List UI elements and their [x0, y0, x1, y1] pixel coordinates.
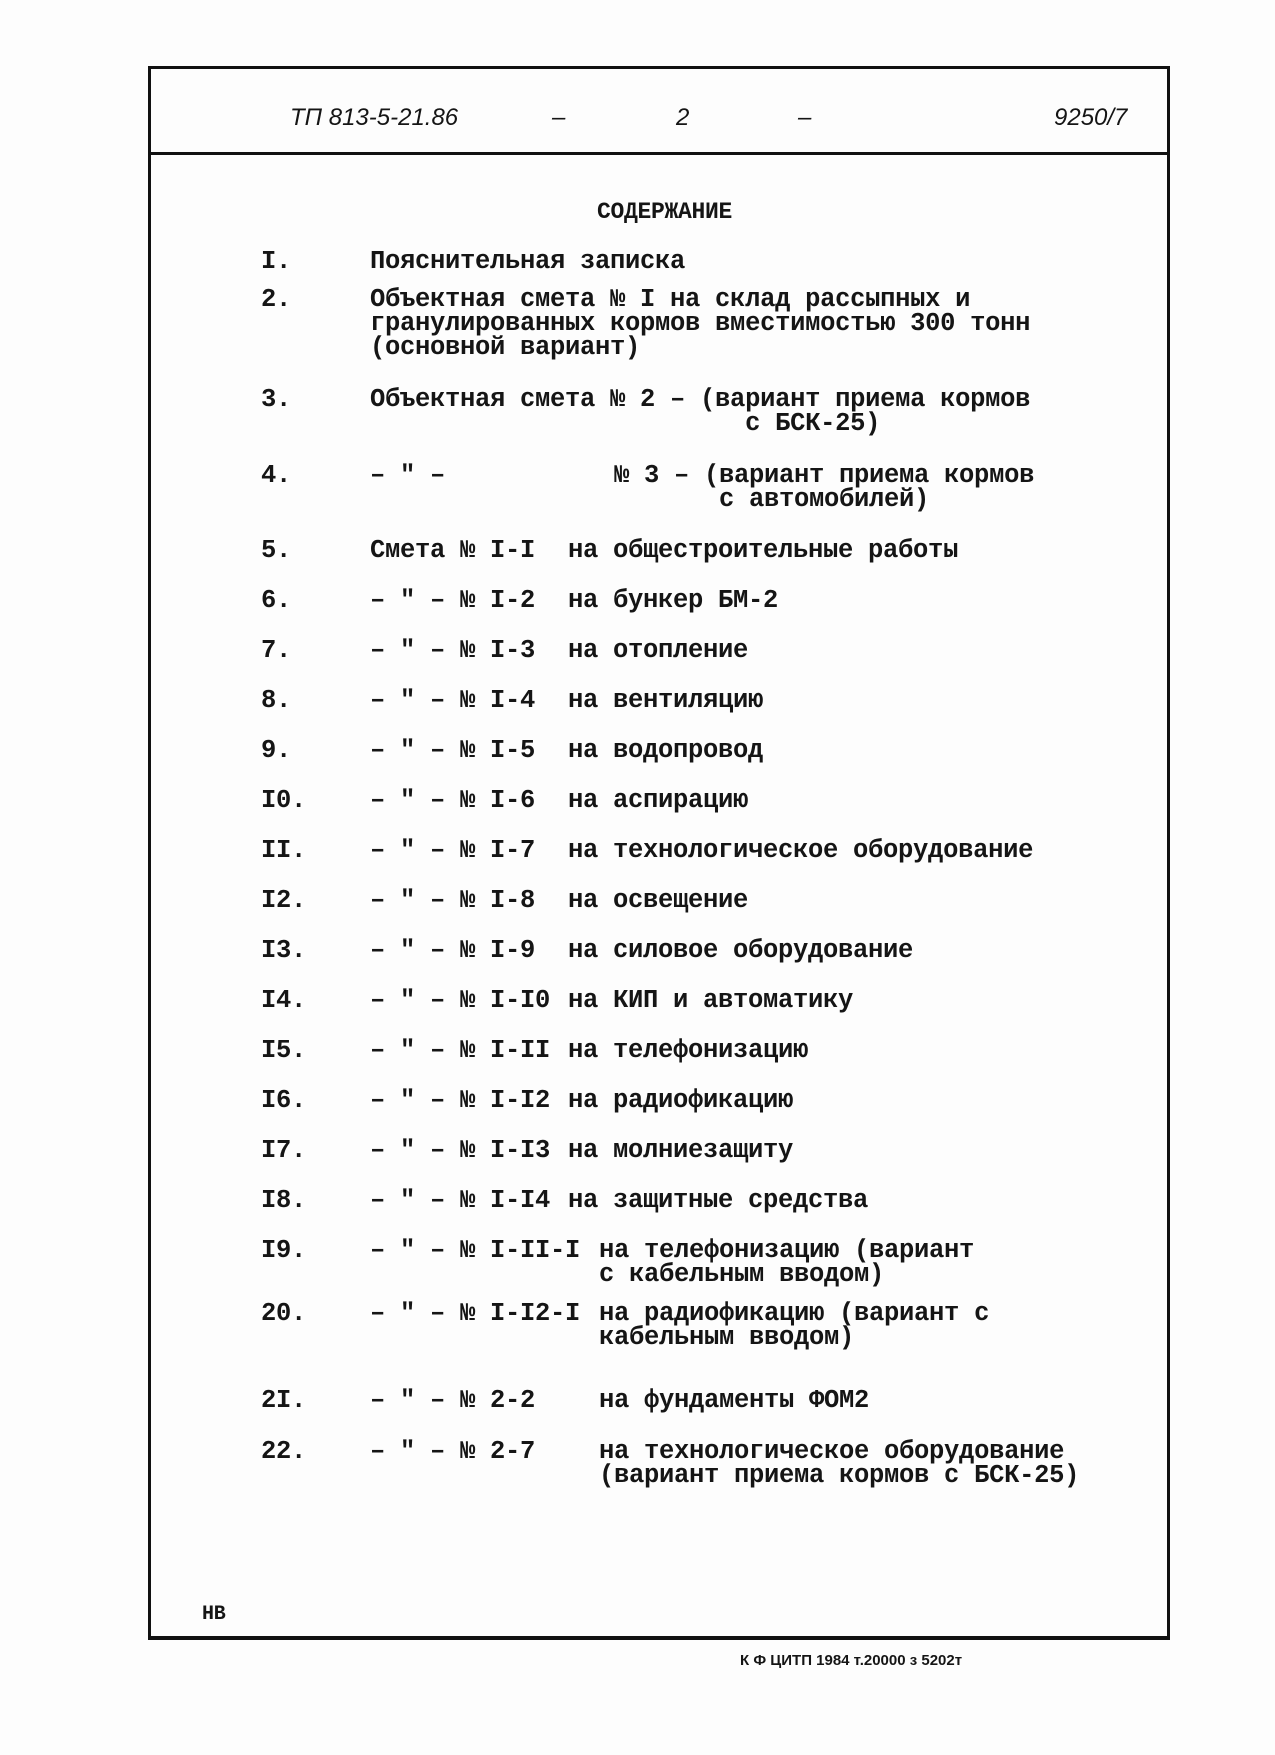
item-description [599, 1437, 1080, 1490]
item-description [370, 247, 686, 276]
description-line: гранулированных кормов вместимостью 300 тонн [370, 309, 1031, 338]
item-description [568, 636, 749, 665]
description-line: на бункер БМ-2 [568, 586, 779, 615]
item-description [614, 461, 1035, 514]
item-description [568, 686, 764, 715]
item-reference: – " – № I-II [370, 1036, 551, 1065]
item-reference: – " – № I-5 [370, 736, 536, 765]
item-number: 4. [261, 461, 292, 490]
description-line: на молниезащиту [568, 1136, 794, 1165]
item-number: I8. [261, 1186, 307, 1215]
footer-mark: НВ [202, 1603, 226, 1626]
page-number: 2 [676, 104, 690, 131]
item-description [568, 836, 1034, 865]
item-reference: – " – № I-I2 [370, 1086, 551, 1115]
description-line: на водопровод [568, 736, 764, 765]
item-number: I9. [261, 1236, 307, 1265]
item-number: 2I. [261, 1386, 307, 1415]
description-line: Пояснительная записка [370, 247, 686, 276]
description-line: на общестроительные работы [568, 536, 959, 565]
item-description [568, 986, 854, 1015]
item-reference: – " – [370, 461, 446, 490]
description-line: на защитные средства [568, 1186, 869, 1215]
item-number: 20. [261, 1299, 307, 1328]
print-info: К Ф ЦИТП 1984 т.20000 з 5202т [740, 1652, 963, 1669]
item-description [370, 285, 1031, 362]
item-description [568, 1186, 869, 1215]
item-number: 2. [261, 285, 292, 314]
item-reference: – " – № I-2 [370, 586, 536, 615]
item-number: I. [261, 247, 292, 276]
item-reference: – " – № I-I3 [370, 1136, 551, 1165]
item-description [568, 586, 779, 615]
item-reference: – " – № 2-7 [370, 1437, 536, 1466]
description-line: на телефонизацию (вариант [599, 1236, 975, 1265]
item-description [599, 1236, 975, 1289]
description-line: на силовое оборудование [568, 936, 914, 965]
item-description [568, 1136, 794, 1165]
item-reference: – " – № I-3 [370, 636, 536, 665]
description-line: на радиофикацию (вариант с [599, 1299, 990, 1328]
item-reference: – " – № I-I4 [370, 1186, 551, 1215]
item-description [599, 1299, 990, 1352]
description-line: на вентиляцию [568, 686, 764, 715]
item-number: II. [261, 836, 307, 865]
item-description [568, 1036, 809, 1065]
item-reference: – " – № I-8 [370, 886, 536, 915]
description-line: на отопление [568, 636, 749, 665]
item-description [568, 536, 959, 565]
description-line: с кабельным вводом) [599, 1260, 885, 1289]
item-description [568, 736, 764, 765]
item-number: I4. [261, 986, 307, 1015]
description-line: на телефонизацию [568, 1036, 809, 1065]
item-number: I6. [261, 1086, 307, 1115]
contents-title: СОДЕРЖАНИЕ [597, 199, 733, 225]
item-number: 7. [261, 636, 292, 665]
description-line: Объектная смета № 2 – (вариант приема кормов [370, 385, 1031, 414]
description-line: Объектная смета № I на склад рассыпных и [370, 285, 971, 314]
item-reference: – " – № I-9 [370, 936, 536, 965]
description-line: (основной вариант) [370, 333, 641, 362]
item-number: I7. [261, 1136, 307, 1165]
sheet-number: 9250/7 [1054, 104, 1128, 131]
description-line: на аспирацию [568, 786, 749, 815]
description-line: на радиофикацию [568, 1086, 794, 1115]
item-number: 9. [261, 736, 292, 765]
description-line: на КИП и автоматику [568, 986, 854, 1015]
header-divider [148, 152, 1170, 155]
item-description [568, 886, 749, 915]
item-reference: – " – № I-4 [370, 686, 536, 715]
item-description [568, 936, 914, 965]
item-number: I2. [261, 886, 307, 915]
item-description [568, 1086, 794, 1115]
item-description [370, 385, 1031, 438]
description-line: на фундаменты ФОМ2 [599, 1386, 870, 1415]
item-description [568, 786, 749, 815]
description-line: с БСК-25) [370, 409, 881, 438]
item-number: I3. [261, 936, 307, 965]
item-number: 3. [261, 385, 292, 414]
document-code: ТП 813-5-21.86 [290, 104, 459, 131]
description-line: на технологическое оборудование [599, 1437, 1065, 1466]
item-number: 6. [261, 586, 292, 615]
item-number: I5. [261, 1036, 307, 1065]
item-reference: Смета № I-I [370, 536, 536, 565]
item-reference: – " – № 2-2 [370, 1386, 536, 1415]
item-description [599, 1386, 870, 1415]
item-reference: – " – № I-II-I [370, 1236, 581, 1265]
item-reference: – " – № I-6 [370, 786, 536, 815]
item-number: I0. [261, 786, 307, 815]
item-reference: – " – № I-7 [370, 836, 536, 865]
item-number: 22. [261, 1437, 307, 1466]
item-reference: – " – № I-I2-I [370, 1299, 581, 1328]
item-reference: – " – № I-I0 [370, 986, 551, 1015]
header-dash: – [552, 104, 566, 131]
item-number: 8. [261, 686, 292, 715]
header-dash: – [798, 104, 812, 131]
description-line: (вариант приема кормов с БСК-25) [599, 1461, 1080, 1490]
description-line: № 3 – (вариант приема кормов [614, 461, 1035, 490]
description-line: кабельным вводом) [599, 1323, 855, 1352]
description-line: с автомобилей) [614, 485, 930, 514]
description-line: на освещение [568, 886, 749, 915]
description-line: на технологическое оборудование [568, 836, 1034, 865]
item-number: 5. [261, 536, 292, 565]
